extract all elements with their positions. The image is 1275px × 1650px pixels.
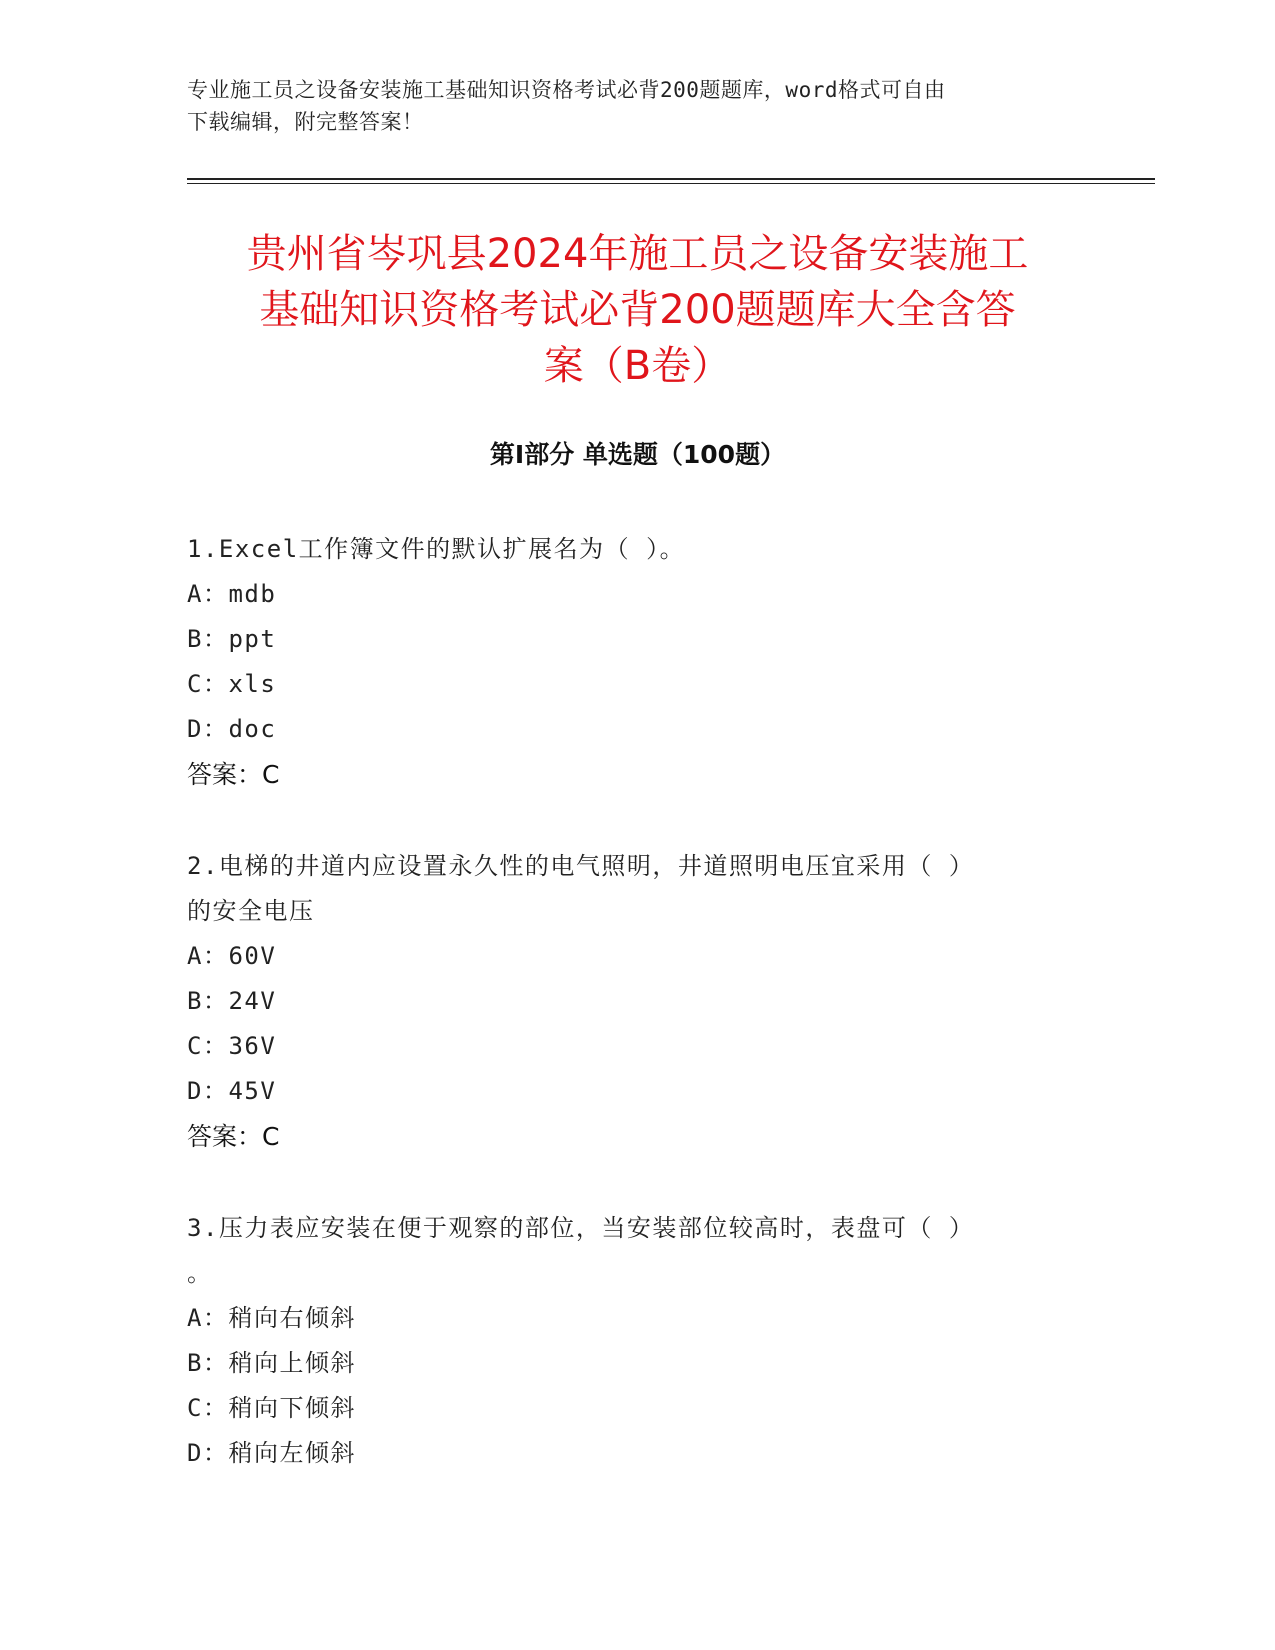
option-c: C：36V [187,1032,277,1060]
question-1 [187,527,1067,797]
option-a: A：稍向右倾斜 [187,1304,356,1332]
option-a: A：mdb [187,580,277,608]
option-d: D：doc [187,715,277,743]
question-stem-continued: 的安全电压 [187,897,315,925]
question-stem: 3.压力表应安装在便于观察的部位，当安装部位较高时，表盘可（ ） [187,1214,975,1242]
question-2 [187,844,1067,1159]
option-a: A：60V [187,942,277,970]
question-stem: 2.电梯的井道内应设置永久性的电气照明，井道照明电压宜采用（ ） [187,852,975,880]
question-3 [187,1206,1067,1476]
question-stem: 1.Excel工作簿文件的默认扩展名为（ ）。 [187,535,686,563]
option-b: B：稍向上倾斜 [187,1349,356,1377]
option-d: D：45V [187,1077,277,1105]
option-d: D：稍向左倾斜 [187,1439,356,1467]
option-b: B：24V [187,987,277,1015]
answer: 答案：C [187,1122,280,1151]
header-divider-thick [187,178,1155,180]
section-title: 第Ⅰ部分 单选题（100题） [489,440,786,469]
document-title [170,226,1105,394]
option-c: C：稍向下倾斜 [187,1394,356,1422]
header-note [187,74,1087,138]
question-list [187,527,1067,1523]
header-note-line-2: 下载编辑，附完整答案！ [187,110,424,134]
document-title-line-3: 案（B卷） [543,343,732,389]
document-title-line-2: 基础知识资格考试必背200题题库大全含答 [259,287,1016,333]
option-c: C：xls [187,670,277,698]
header-divider [187,178,1155,183]
question-stem-continued: 。 [187,1259,213,1287]
answer: 答案：C [187,760,280,789]
header-divider-thin [187,183,1155,184]
option-b: B：ppt [187,625,277,653]
header-note-line-1: 专业施工员之设备安装施工基础知识资格考试必背200题题库，word格式可自由 [187,78,946,102]
document-title-line-1: 贵州省岑巩县2024年施工员之设备安装施工 [246,231,1029,277]
